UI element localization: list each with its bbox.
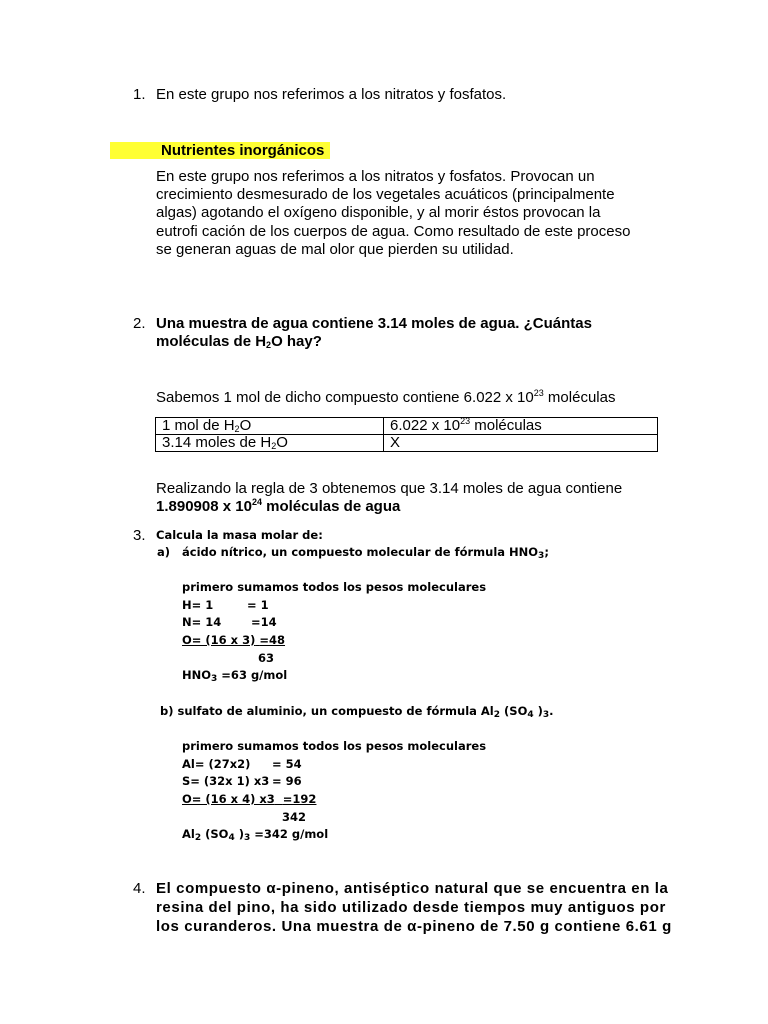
item-3b-row-left: S= (32x 1) x3 [182, 774, 270, 788]
item-3a-row-left: H= 1 [182, 598, 214, 612]
proportion-table [155, 417, 658, 452]
item-3a-result: $HNO_3 =63$ g/mol [182, 668, 288, 684]
nutrients-line: algas) agotando el oxígeno disponible, y al morir éstos provocan la [156, 204, 601, 222]
item-3a-row-left: N= 14 [182, 615, 222, 629]
item-1-text: En este grupo nos referimos a los nitratos y fosfatos. [156, 86, 507, 103]
item-3a-intro: primero sumamos todos los pesos moleculares [182, 580, 487, 594]
item-3b-row-right: = 96 [272, 774, 302, 788]
table-row [156, 418, 658, 435]
result-line2: 1.890908 x $10^{24}$ moléculas de agua [156, 497, 401, 515]
item-4-line: resina del pino, ha sido utilizado desde tiempos muy antiguos por [156, 899, 666, 916]
item-3-number: 3. [133, 527, 146, 544]
nutrients-line: En este grupo nos referimos a los nitratos y fosfatos. Provocan un [156, 168, 595, 185]
item-3a-total: 63 [258, 651, 275, 665]
result-line1: Realizando la regla de 3 obtenemos que 3.14 moles de agua contiene [156, 480, 623, 497]
item-2-number: 2. [133, 315, 146, 332]
item-3a-text: ácido nítrico, un compuesto molecular de fórmula $HNO_3$; [182, 545, 549, 561]
nutrients-line: crecimiento desmesurado de los vegetales acuáticos (principalmente [156, 186, 615, 204]
table-cell: X [384, 435, 658, 452]
item-3a-row-underlined: O= (16 x 3) =48 [182, 633, 286, 647]
item-3b-total: 342 [282, 810, 307, 824]
item-3b-row-underlined: O= (16 x 4) x3 =192 [182, 792, 317, 806]
item-3b-intro: primero sumamos todos los pesos moleculares [182, 739, 487, 753]
item-2-question-line2: moléculas de $H_2O$ hay? [156, 333, 322, 350]
sabemos-line: Sabemos 1 mol de dicho compuesto contiene 6.022 x $10^{23}$ moléculas [156, 388, 616, 406]
nutrients-line: se generan aguas de mal olor que pierden su utilidad. [156, 240, 514, 258]
table-cell: 1 mol de $H_2O$ [156, 418, 384, 435]
table-row [156, 435, 658, 452]
item-3a-label: a) [157, 545, 171, 559]
item-2-question-line1: Una muestra de agua contiene 3.14 moles de agua. ¿Cuántas [156, 315, 592, 332]
item-3b-row-right: = 54 [272, 757, 302, 771]
nutrients-heading: Nutrientes inorgánicos [161, 142, 325, 159]
nutrients-line: eutrofi cación de los cuerpos de agua. Como resultado de este proceso [156, 222, 631, 240]
item-3-title: Calcula la masa molar de: [156, 528, 323, 542]
item-4-line: El compuesto α-pineno, antiséptico natural que se encuentra en la [156, 880, 669, 897]
table-cell: 6.022 x $10^{23}$ moléculas [384, 418, 658, 435]
item-1-number: 1. [133, 86, 146, 103]
item-3b-result: $Al_2$ ($SO_4$ )$_3 =342$ g/mol [182, 827, 329, 843]
item-3b-row-left: Al= (27x2) [182, 757, 251, 771]
table-cell: 3.14 moles de $H_2O$ [156, 435, 384, 452]
item-3b-text: b) sulfato de aluminio, un compuesto de fórmula $Al_2$ ($SO_4$ )$_3$. [160, 704, 554, 720]
item-3a-row-right: = 1 [247, 598, 269, 612]
item-3a-row-right: =14 [251, 615, 277, 629]
item-4-line: los curanderos. Una muestra de α-pineno de 7.50 g contiene 6.61 g [156, 918, 672, 935]
item-4-number: 4. [133, 880, 146, 897]
nutrients-paragraph [156, 168, 656, 259]
